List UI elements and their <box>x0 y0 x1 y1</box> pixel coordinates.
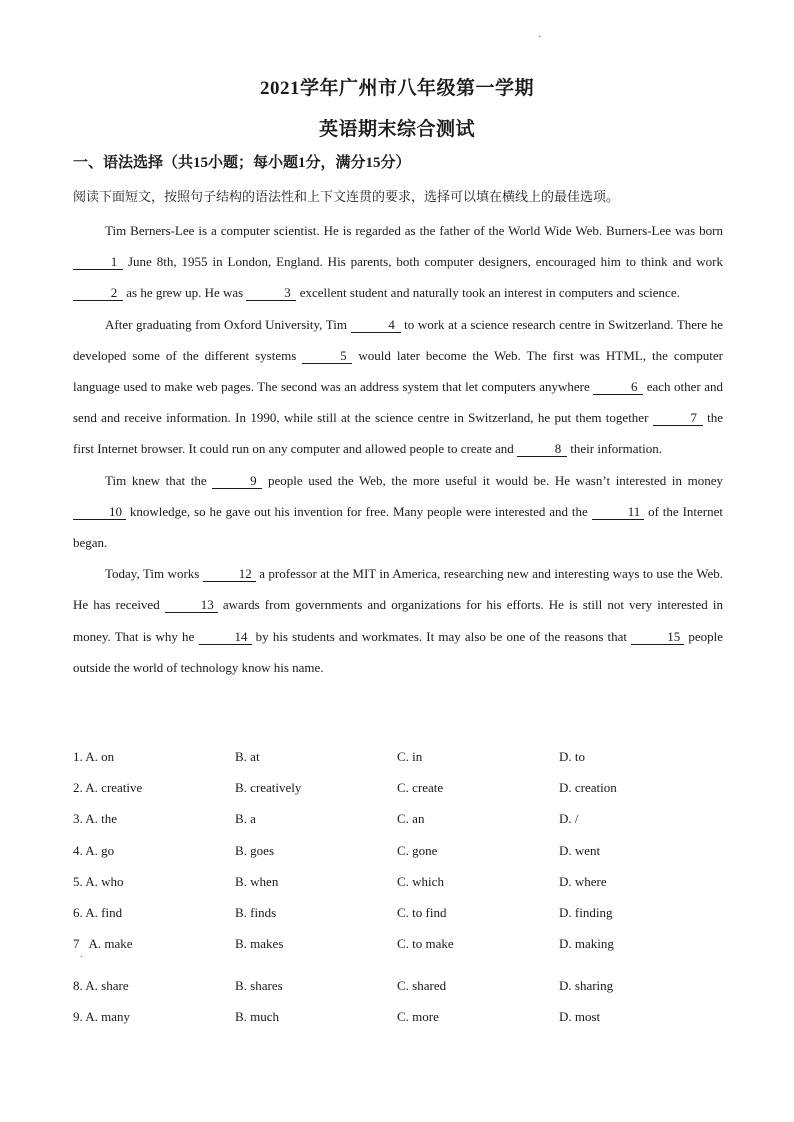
option-c: C. an <box>397 811 425 826</box>
option-c: C. create <box>397 780 444 795</box>
blank-7: 7 <box>653 410 703 426</box>
question-9-options <box>73 1009 733 1029</box>
passage-text: people used the Web, the more useful it would be. He wasn’t interested in money <box>262 472 724 488</box>
passage-text: by his students and workmates. It may also be one of the reasons that <box>251 628 632 644</box>
option-b: B. shares <box>235 978 283 993</box>
passage-paragraph-4 <box>73 558 723 683</box>
option-a: 3. A. the <box>73 811 118 826</box>
option-a: 1. A. on <box>73 749 115 764</box>
blank-10: 10 <box>73 504 126 520</box>
option-b: B. creatively <box>235 780 302 795</box>
question-2-options <box>73 780 733 800</box>
question-4-options <box>73 843 733 863</box>
option-d: D. where <box>559 874 607 889</box>
exam-subtitle: 英语期末综合测试 <box>318 119 475 140</box>
blank-13: 13 <box>165 597 218 613</box>
option-c: C. to make <box>397 936 454 951</box>
option-b: B. a <box>235 811 256 826</box>
passage-paragraph-2 <box>73 309 723 465</box>
passage-text: would later become the Web. The first was HTML, the computer language used to make web pages. The second was an address system that let computers anywhere <box>73 347 723 395</box>
blank-6: 6 <box>593 379 643 395</box>
option-b: B. goes <box>235 843 274 858</box>
option-b: B. much <box>235 1009 280 1024</box>
question-6-options <box>73 905 733 925</box>
option-d: D. sharing <box>559 978 614 993</box>
passage-text: knowledge, so he gave out his invention for free. Many people were interested and the <box>126 503 592 519</box>
reading-passage <box>73 215 723 683</box>
blank-1: 1 <box>73 254 123 270</box>
option-c: C. to find <box>397 905 447 920</box>
blank-8: 8 <box>517 441 567 457</box>
passage-text: each other and send and receive information. In 1990, while still at the science centre in Switzerland, he put them together <box>73 379 723 426</box>
option-b: B. at <box>235 749 260 764</box>
option-a: 2. A. creative <box>73 780 143 795</box>
stray-mark: · <box>80 952 84 963</box>
blank-2: 2 <box>73 285 123 301</box>
instruction-text: 阅读下面短文，按照句子结构的语法性和上下文连贯的要求，选择可以填在横线上的最佳选项。 <box>73 189 620 204</box>
blank-15: 15 <box>631 629 684 645</box>
passage-text: a professor at the MIT in America, researching new and interesting ways to use the Web. He has received <box>73 566 723 613</box>
question-1-options <box>73 749 733 769</box>
passage-text: Today, Tim works <box>105 566 203 582</box>
option-d: D. most <box>559 1009 601 1024</box>
option-a: 7 A. make <box>73 936 133 951</box>
option-c: C. more <box>397 1009 439 1024</box>
passage-text: to work at a science research centre in Switzerland. There he developed some of the different systems <box>73 316 723 363</box>
option-b: B. when <box>235 874 279 889</box>
blank-3: 3 <box>246 285 296 301</box>
option-a: 4. A. go <box>73 843 115 858</box>
exam-title: 2021学年广州市八年级第一学期 <box>259 78 534 99</box>
option-a: 9. A. many <box>73 1009 131 1024</box>
question-7-options <box>73 936 733 956</box>
passage-text: awards from governments and organizations for his efforts. He is still not very interested in money. That is why he <box>73 597 723 644</box>
option-d: D. making <box>559 936 614 951</box>
option-a: 8. A. share <box>73 978 129 993</box>
passage-paragraph-3 <box>73 465 723 559</box>
option-d: D. / <box>559 811 579 826</box>
option-b: B. finds <box>235 905 277 920</box>
passage-text: June 8th, 1955 in London, England. His parents, both computer designers, encouraged him to think and work <box>123 254 723 270</box>
passage-text: people outside the world of technology know his name. <box>73 628 723 675</box>
question-3-options <box>73 811 733 831</box>
corner-mark: · <box>538 32 542 43</box>
passage-text: the first Internet browser. It could run on any computer and allowed people to create and <box>73 410 724 457</box>
option-c: C. in <box>397 749 423 764</box>
option-d: D. creation <box>559 780 617 795</box>
blank-5: 5 <box>302 348 352 364</box>
question-8-options <box>73 978 733 998</box>
option-c: C. gone <box>397 843 438 858</box>
option-b: B. makes <box>235 936 284 951</box>
blank-12: 12 <box>203 566 256 582</box>
passage-text: After graduating from Oxford University, Tim <box>105 316 351 332</box>
option-d: D. finding <box>559 905 613 920</box>
passage-text: their information. <box>567 441 662 457</box>
option-c: C. which <box>397 874 444 889</box>
passage-text: Tim Berners-Lee is a computer scientist. He is regarded as the father of the World Wide Web. Burners-Lee was born <box>105 223 723 238</box>
option-d: D. to <box>559 749 585 764</box>
section-heading: 一、语法选择（共15小题；每小题1分，满分15分） <box>73 155 411 171</box>
option-a: 5. A. who <box>73 874 124 889</box>
question-5-options <box>73 874 733 894</box>
passage-text: excellent student and naturally took an interest in computers and science. <box>296 285 680 301</box>
blank-4: 4 <box>351 317 401 333</box>
blank-9: 9 <box>212 473 262 489</box>
passage-text: of the Internet began. <box>73 503 723 551</box>
passage-text: Tim knew that the <box>105 472 213 488</box>
passage-text: as he grew up. He was <box>123 285 247 301</box>
option-c: C. shared <box>397 978 447 993</box>
option-a: 6. A. find <box>73 905 123 920</box>
blank-14: 14 <box>199 629 252 645</box>
passage-paragraph-1 <box>73 215 723 309</box>
blank-11: 11 <box>592 504 645 520</box>
option-d: D. went <box>559 843 601 858</box>
